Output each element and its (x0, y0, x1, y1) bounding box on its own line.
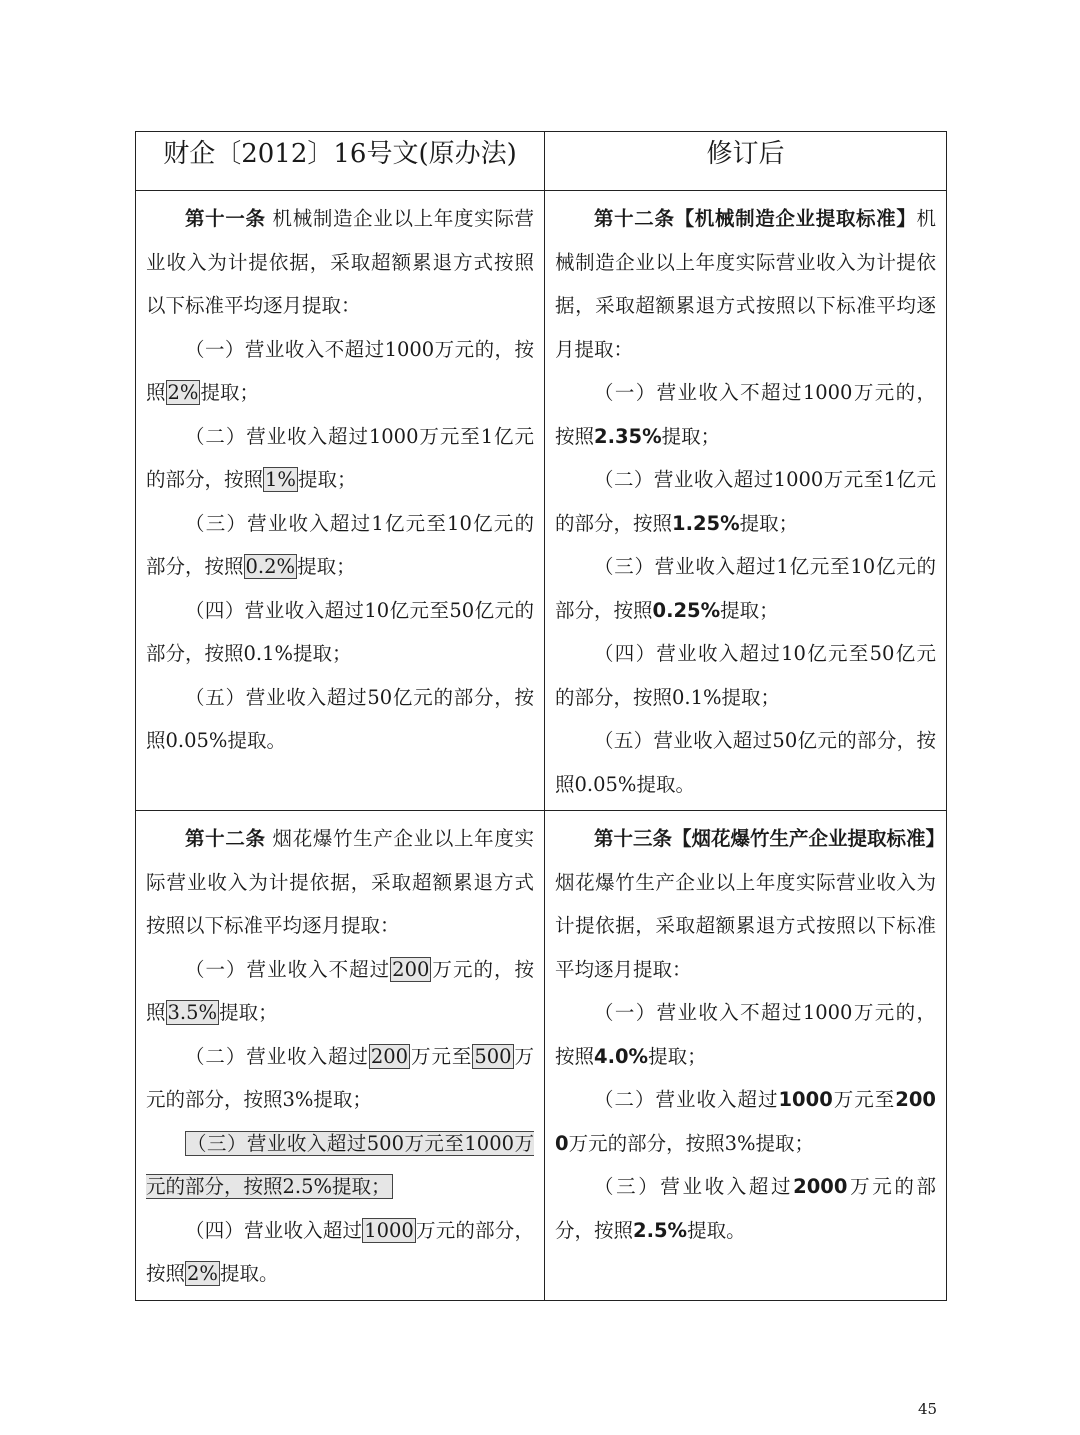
header-original: 财企〔2012〕16号文(原办法) (136, 132, 545, 191)
page-number: 45 (918, 1400, 938, 1418)
list-item: （五）营业收入超过50亿元的部分，按照0.05%提取。 (555, 729, 936, 796)
list-item: （一）营业收入不超过 200 万元的，按照 3.5% 提取； (146, 957, 534, 1024)
table-row (136, 811, 947, 1301)
article-text: 机械制造企业以上年度实际营业收入为计提依据，采取超额累退方式按照以下标准平均逐月提取： (146, 207, 534, 317)
header-row (136, 132, 947, 191)
list-item: （二）营业收入超过 200 万元至 500 万元的部分，按照3%提取； (146, 1044, 534, 1111)
article-text: 机械制造企业以上年度实际营业收入为计提依据，采取超额累退方式按照以下标准平均逐月提取： (555, 207, 936, 361)
highlighted-value: 1000 (364, 1218, 414, 1242)
list-item: （四）营业收入超过10亿元至50亿元的部分，按照0.1%提取； (555, 642, 936, 709)
highlighted-value: 2% (167, 381, 199, 404)
paragraph (555, 197, 936, 371)
list-item: （三）营业收入超过1亿元至10亿元的部分，按照0.25%提取； (555, 555, 936, 622)
article-text: 烟花爆竹生产企业以上年度实际营业收入为计提依据，采取超额累退方式按照以下标准平均逐月提取： (555, 870, 936, 981)
original-article-11 (136, 191, 545, 811)
table-row (136, 191, 947, 811)
list-item: （四）营业收入超过 1000 万元的部分，按照 2% 提取。 (146, 1218, 534, 1285)
article-title: 第十三条【烟花爆竹生产企业提取标准】 (594, 827, 946, 850)
list-item (146, 1122, 534, 1209)
list-item: （三）营业收入超过1亿元至10亿元的部分，按照 0.2% 提取； (146, 511, 534, 578)
paragraph (146, 817, 534, 948)
article-title: 第十一条 (185, 207, 266, 230)
list-item: （二）营业收入超过1000万元至1亿元的部分，按照1.25%提取； (555, 468, 936, 535)
highlighted-value: 0.2% (245, 555, 296, 578)
list-item: （一）营业收入不超过1000万元的，按照4.0%提取； (555, 1001, 936, 1068)
paragraph (146, 197, 534, 328)
list-item: （一）营业收入不超过1000万元的，按照 2% 提取； (146, 337, 534, 404)
list-item: （二）营业收入超过1000万元至2000万元的部分，按照3%提取； (555, 1088, 936, 1155)
list-item: （三）营业收入超过2000万元的部分，按照2.5%提取。 (555, 1175, 936, 1242)
comparison-table (135, 131, 947, 1301)
article-title: 第十二条 (185, 827, 266, 850)
list-item: （四）营业收入超过10亿元至50亿元的部分，按照0.1%提取； (146, 598, 534, 665)
revised-article-13 (545, 811, 947, 1301)
highlighted-value: 200 (370, 1044, 409, 1068)
revised-value: 2.5% (633, 1218, 688, 1242)
revised-value: 2.35% (594, 424, 662, 448)
paragraph (555, 817, 946, 991)
highlighted-value: 200 (392, 957, 430, 981)
list-item: （二）营业收入超过1000万元至1亿元的部分，按照 1% 提取； (146, 424, 534, 491)
revised-article-12 (545, 191, 947, 811)
revised-value: 1.25% (672, 511, 740, 535)
revised-value: 2000 (555, 1088, 936, 1155)
article-text: 烟花爆竹生产企业以上年度实际营业收入为计提依据，采取超额累退方式按照以下标准平均逐月提取： (146, 827, 534, 937)
highlighted-value: 500 (474, 1044, 512, 1068)
highlighted-value: 2% (187, 1262, 218, 1285)
article-title: 第十二条【机械制造企业提取标准】 (594, 207, 917, 230)
highlighted-value: 1% (265, 468, 296, 491)
list-item: （五）营业收入超过50亿元的部分，按照0.05%提取。 (146, 685, 534, 752)
list-item: （一）营业收入不超过1000万元的，按照2.35%提取； (555, 381, 936, 448)
header-revised: 修订后 (545, 132, 947, 191)
highlighted-value: 3.5% (167, 1001, 218, 1024)
revised-value: 1000 (778, 1088, 833, 1111)
revised-value: 4.0% (594, 1044, 649, 1068)
highlighted-clause: （三）营业收入超过500万元至1000万元的部分，按照2.5%提取； (146, 1131, 534, 1198)
revised-value: 0.25% (652, 598, 721, 622)
revised-value: 2000 (793, 1175, 848, 1198)
original-article-12 (136, 811, 545, 1301)
